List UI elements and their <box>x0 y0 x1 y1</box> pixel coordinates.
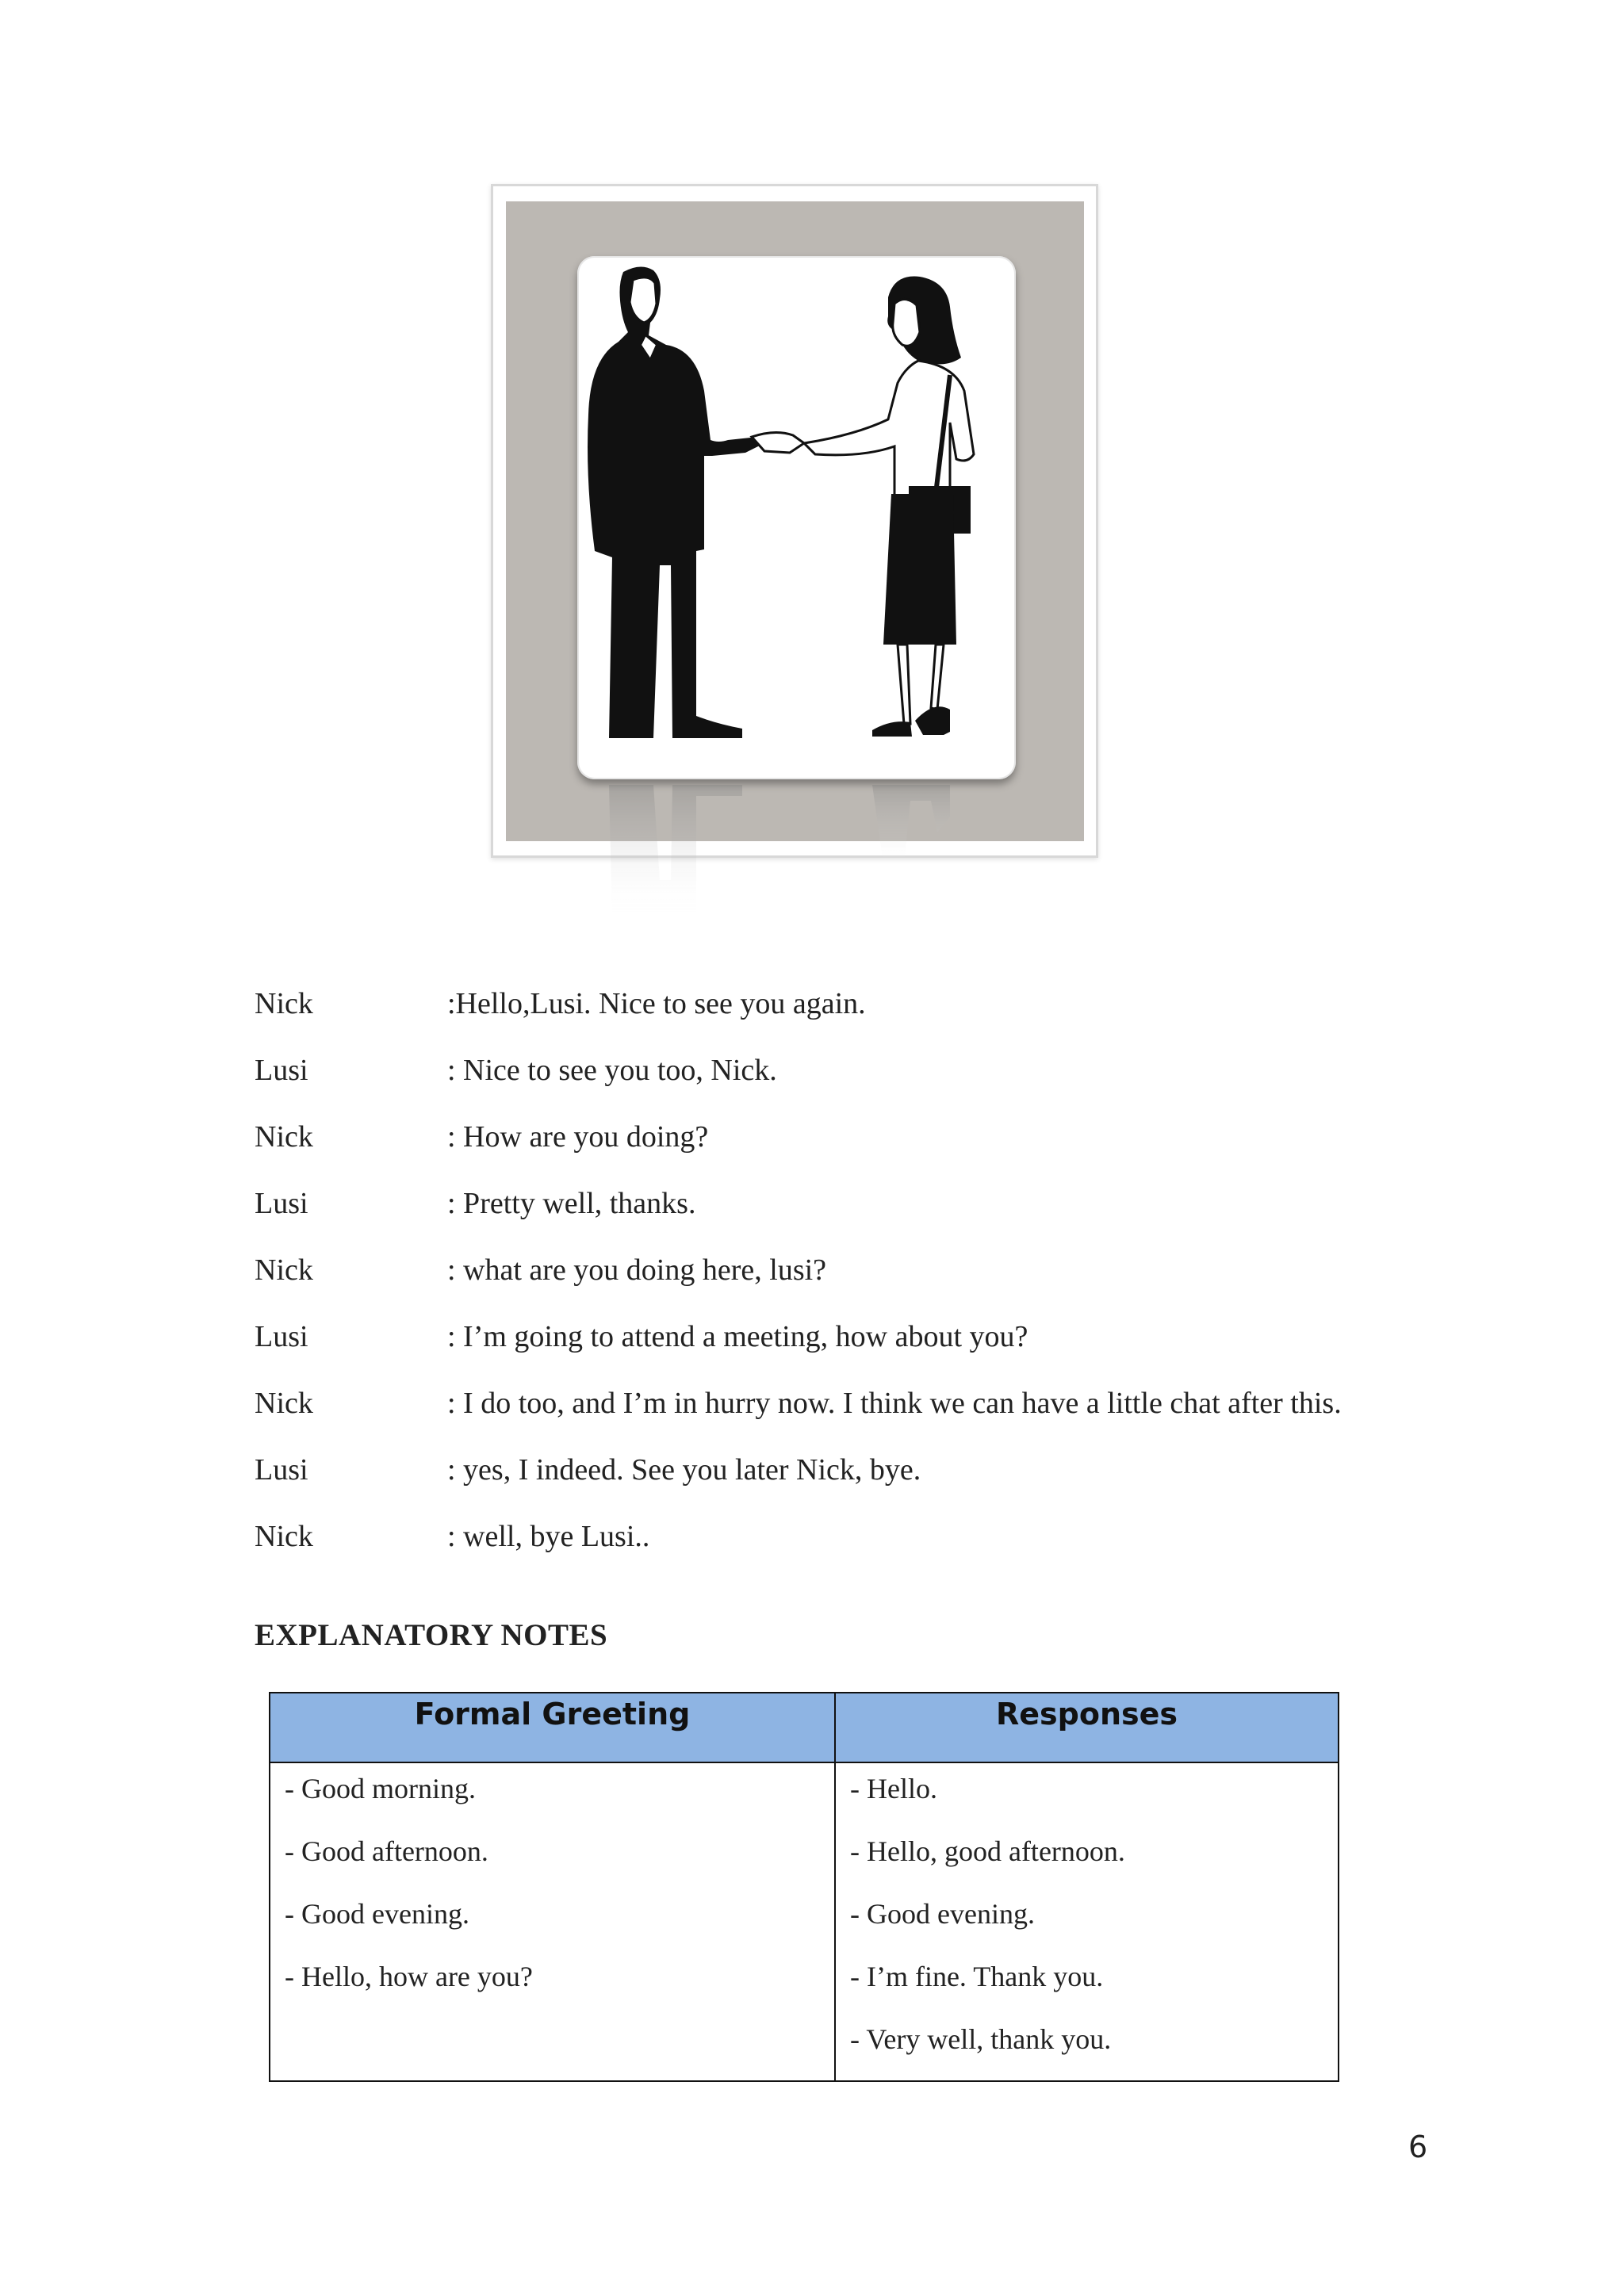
speaker-name: Nick <box>255 987 313 1020</box>
speaker-name: Nick <box>255 1520 313 1553</box>
dialogue-row <box>255 1443 1523 1510</box>
responses-column <box>836 1693 1338 2080</box>
dialogue-row <box>255 1376 1523 1443</box>
speaker-name: Nick <box>255 1120 313 1154</box>
list-item: - Good afternoon. <box>285 1835 488 1867</box>
woman-figure <box>804 277 974 737</box>
handshake-icon <box>577 256 1016 779</box>
speaker-name: Lusi <box>255 1187 308 1220</box>
hands-shaking <box>752 432 804 453</box>
dialogue-line: : I’m going to attend a meeting, how about you? <box>447 1320 1028 1353</box>
greetings-table <box>269 1692 1339 2082</box>
list-item: - Good evening. <box>850 1898 1035 1930</box>
speaker-name: Lusi <box>255 1320 308 1353</box>
handshake-illustration <box>577 256 1016 779</box>
dialogue-line: :Hello,Lusi. Nice to see you again. <box>447 987 866 1020</box>
dialogue-row <box>255 1043 1523 1110</box>
list-item: - Hello, good afternoon. <box>850 1835 1125 1867</box>
table-header-responses: Responses <box>836 1693 1338 1763</box>
dialogue-row <box>255 1177 1523 1243</box>
greeting-list <box>270 1763 834 2022</box>
dialogue-line: : Pretty well, thanks. <box>447 1187 696 1220</box>
dialogue-line: : Nice to see you too, Nick. <box>447 1054 777 1087</box>
dialogue <box>255 977 1523 1576</box>
dialogue-row <box>255 1110 1523 1177</box>
list-item: - Very well, thank you. <box>850 2023 1112 2055</box>
formal-greeting-column <box>270 1693 836 2080</box>
speaker-name: Nick <box>255 1253 313 1287</box>
list-item: - Good morning. <box>285 1773 476 1804</box>
table-header-greeting: Formal Greeting <box>270 1693 834 1763</box>
page-number: 6 <box>1408 2130 1428 2164</box>
list-item: - Hello, how are you? <box>285 1961 533 1992</box>
dialogue-line: : what are you doing here, lusi? <box>447 1253 827 1287</box>
man-figure <box>588 266 764 738</box>
response-list <box>836 1763 1338 2084</box>
list-item: - I’m fine. Thank you. <box>850 1961 1104 1992</box>
dialogue-row <box>255 1243 1523 1310</box>
illustration-reflection <box>577 785 1016 920</box>
list-item: - Hello. <box>850 1773 937 1804</box>
dialogue-row <box>255 977 1523 1043</box>
dialogue-line: : yes, I indeed. See you later Nick, bye. <box>447 1453 921 1487</box>
list-item: - Good evening. <box>285 1898 469 1930</box>
dialogue-line: : I do too, and I’m in hurry now. I think we can have a little chat after this. <box>447 1387 1342 1420</box>
speaker-name: Lusi <box>255 1054 308 1087</box>
speaker-name: Nick <box>255 1387 313 1420</box>
dialogue-row <box>255 1310 1523 1376</box>
dialogue-line: : well, bye Lusi.. <box>447 1520 650 1553</box>
dialogue-line: : How are you doing? <box>447 1120 709 1154</box>
section-heading: EXPLANATORY NOTES <box>255 1618 608 1652</box>
speaker-name: Lusi <box>255 1453 308 1487</box>
dialogue-row <box>255 1510 1523 1576</box>
